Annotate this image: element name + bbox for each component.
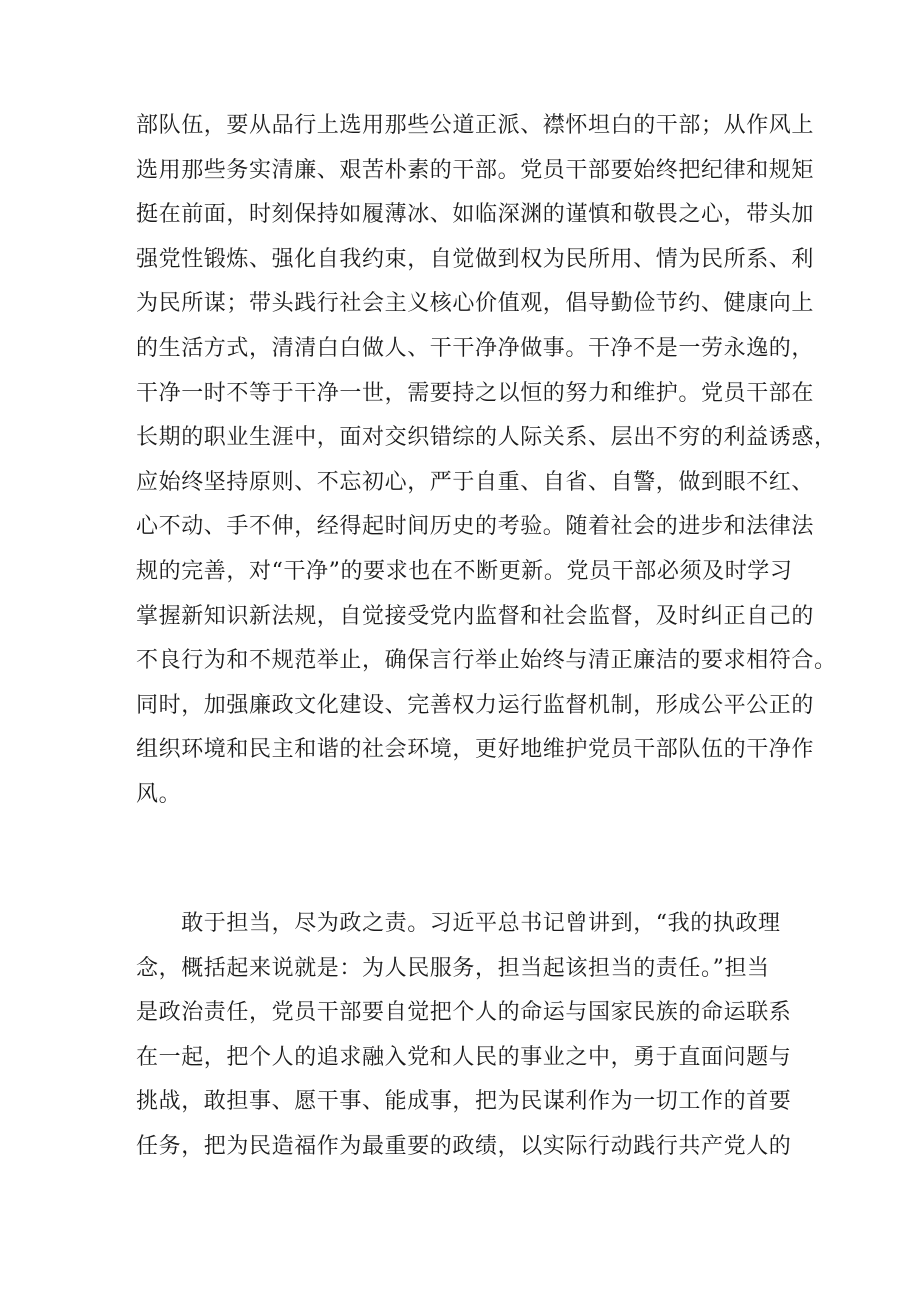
paragraph-line: 挑战，敢担事、愿干事、能成事，把为民谋利作为一切工作的首要 xyxy=(136,1089,792,1115)
paragraph-line: 为民所谋；带头践行社会主义核心价值观，倡导勤俭节约、健康向上 xyxy=(136,291,815,317)
paragraph-line: 挺在前面，时刻保持如履薄冰、如临深渊的谨慎和敬畏之心，带头加 xyxy=(136,202,815,228)
paragraph-line: 选用那些务实清廉、艰苦朴素的干部。党员干部要始终把纪律和规矩 xyxy=(136,157,815,183)
paragraph-2 xyxy=(136,902,796,1170)
paragraph-line: 组织环境和民主和谐的社会环境，更好地维护党员干部队伍的干净作 xyxy=(136,737,815,763)
paragraph-line: 风。 xyxy=(136,781,182,807)
paragraph-line: 不良行为和不规范举止，确保言行举止始终与清正廉洁的要求相符合。 xyxy=(136,648,837,674)
paragraph-line: 的生活方式，清清白白做人、干干净净做事。干净不是一劳永逸的， xyxy=(136,335,815,361)
paragraph-line: 长期的职业生涯中，面对交织错综的人际关系、层出不穷的利益诱惑， xyxy=(136,425,837,451)
paragraph-line: 敢于担当，尽为政之责。习近平总书记曾讲到，“我的执政理 xyxy=(136,911,781,936)
paragraph-line: 掌握新知识新法规，自觉接受党内监督和社会监督，及时纠正自己的 xyxy=(136,603,815,629)
paragraph-1 xyxy=(136,104,837,818)
paragraph-line: 念，概括起来说就是：为人民服务，担当起该担当的责任。”担当 xyxy=(136,955,770,981)
paragraph-line: 同时，加强廉政文化建设、完善权力运行监督机制，形成公平公正的 xyxy=(136,692,815,718)
paragraph-line: 部队伍，要从品行上选用那些公道正派、襟怀坦白的干部；从作风上 xyxy=(136,113,815,138)
paragraph-line: 任务，把为民造福作为最重要的政绩，以实际行动践行共产党人的 xyxy=(136,1133,792,1159)
paragraph-line: 心不动、手不伸，经得起时间历史的考验。随着社会的进步和法律法 xyxy=(136,514,815,540)
paragraph-line: 是政治责任，党员干部要自觉把个人的命运与国家民族的命运联系 xyxy=(136,1000,792,1026)
paragraph-line: 规的完善，对“干净”的要求也在不断更新。党员干部必须及时学习 xyxy=(136,558,793,584)
paragraph-line: 应始终坚持原则、不忘初心，严于自重、自省、自警，做到眼不红、 xyxy=(136,469,815,495)
paragraph-line: 在一起，把个人的追求融入党和人民的事业之中，勇于直面问题与 xyxy=(136,1044,792,1070)
paragraph-line: 干净一时不等于干净一世，需要持之以恒的努力和维护。党员干部在 xyxy=(136,380,815,406)
paragraph-line: 强党性锻炼、强化自我约束，自觉做到权为民所用、情为民所系、利 xyxy=(136,246,815,272)
